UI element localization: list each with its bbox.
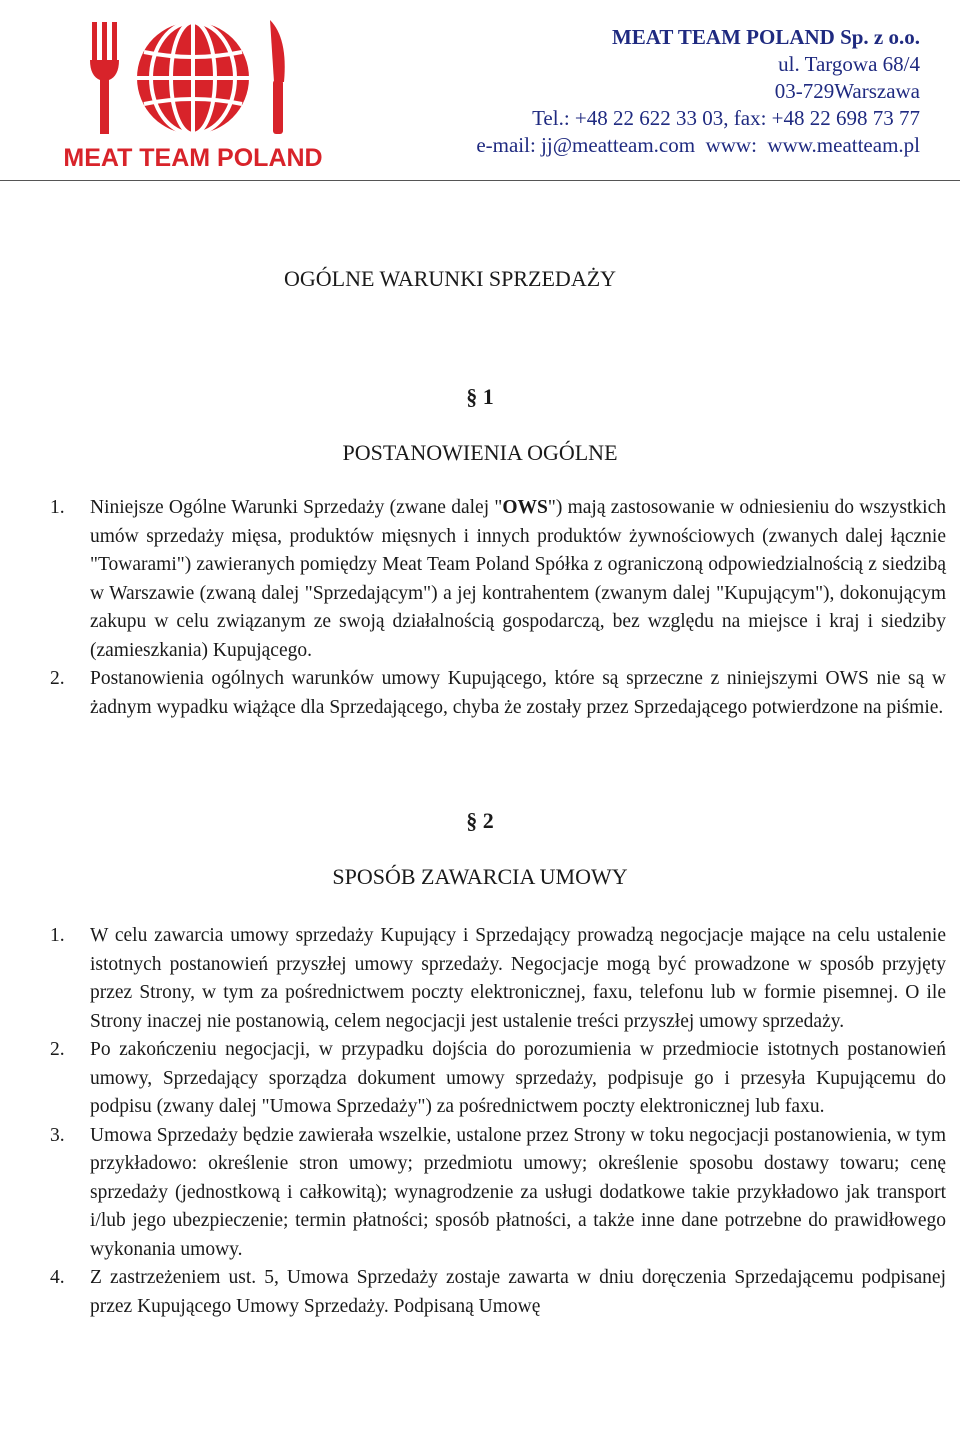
item-number: 2.	[50, 1039, 65, 1060]
item-text: Postanowienia ogólnych warunków umowy Kupującego, które są sprzeczne z niniejszymi OWS nie są w żadnym wypadku wiążące dla Sprzedającego, chyba że zostały przez Sprzedającego potwierdzone na piśmie.	[90, 668, 946, 718]
section-number: § 1	[466, 384, 494, 409]
item-text: Z zastrzeżeniem ust. 5, Umowa Sprzedaży zostaje zawarta w dniu doręczenia Sprzedającemu podpisanej przez Kupującego Umowy Sprzedaży. Podpisaną Umowę	[90, 1267, 946, 1317]
section-heading: SPOSÓB ZAWARCIA UMOWY	[332, 864, 628, 889]
item-text: Umowa Sprzedaży będzie zawierała wszelkie, ustalone przez Strony w toku negocjacji postanowienia, w tym przykładowo: określenie stron umowy; przedmiotu umowy; określenie sposobu dostawy towaru; cenę sprzedaży (jednostkową i całkowitą); wynagrodzenie za usługi dodatkowe takie przykładowo jak transport i/lub jego ubezpieczenie; termin płatności; sposób płatności, a także inne dane potrzebne do prawidłowego wykonania umowy.	[90, 1124, 946, 1260]
header-divider	[0, 180, 960, 181]
list-item	[50, 1122, 946, 1265]
list-item	[50, 494, 946, 665]
section-heading: POSTANOWIENIA OGÓLNE	[342, 440, 618, 465]
item-number: 1.	[50, 925, 65, 946]
list-item	[50, 1036, 946, 1122]
item-number: 4.	[50, 1267, 65, 1288]
item-text: W celu zawarcia umowy sprzedaży Kupujący i Sprzedający prowadzą negocjacje mające na celu ustalenie istotnych postanowień przyszłej umowy sprzedaży. Negocjacje mogą być prowadzone w sposób przyjęty przez Strony, w tym za pośrednictwem poczty elektronicznej, faxu, telefonu lub w formie pisemnej. O ile Strony inaczej nie postanowią, celem negocjacji jest ustalenie treści przyszłej umowy sprzedaży.	[90, 925, 946, 1032]
list-item	[50, 1264, 946, 1321]
item-number: 1.	[50, 497, 65, 518]
item-number: 3.	[50, 1124, 65, 1146]
meat-team-poland-logo	[62, 16, 324, 174]
item-text-start: Niniejsze Ogólne Warunki Sprzedaży (zwane dalej "	[90, 497, 503, 518]
company-street: ul. Targowa 68/4	[778, 52, 920, 76]
section-2-list	[50, 922, 946, 1321]
section-number: § 2	[466, 808, 494, 833]
item-text: Po zakończeniu negocjacji, w przypadku dojścia do porozumienia w przedmiocie istotnych postanowień umowy, Sprzedający sporządza dokument umowy sprzedaży, podpisuje go i przesyła Kupującemu do podpisu (zwany dalej "Umowa Sprzedaży") za pośrednictwem poczty elektronicznej lub faxu.	[90, 1039, 946, 1117]
list-item	[50, 665, 946, 722]
section-1-list	[50, 494, 946, 722]
company-contact: e-mail: jj@meatteam.com www: www.meatteam.pl	[476, 133, 920, 157]
item-number: 2.	[50, 668, 65, 689]
document-title: OGÓLNE WARUNKI SPRZEDAŻY	[284, 266, 617, 291]
list-item	[50, 922, 946, 1036]
company-city: 03-729Warszawa	[774, 79, 920, 103]
item-text-end: ") mają zastosowanie w odniesieniu do wszystkich umów sprzedaży mięsa, produktów mięsnych i innych produktów żywnościowych (zwanych dalej łącznie "Towarami") zawieranych pomiędzy Meat Team Poland Spółka z ograniczoną odpowiedzialnością z siedzibą w Warszawie (zwaną dalej "Sprzedającym") a jej kontrahentem (zwanym dalej "Kupującym"), dokonującym zakupu w celu związanym ze swoją działalnością gospodarczą, bez względu na miejsce i kraj i siedziby (zamieszkania) Kupującego.	[90, 497, 946, 661]
item-text-bold: OWS	[502, 497, 548, 518]
logo-text: MEAT TEAM POLAND	[63, 144, 323, 172]
letterhead	[0, 0, 960, 182]
company-details	[476, 24, 920, 159]
company-name: MEAT TEAM POLAND Sp. z o.o.	[611, 25, 920, 49]
company-phone: Tel.: +48 22 622 33 03, fax: +48 22 698 73 77	[532, 106, 920, 130]
